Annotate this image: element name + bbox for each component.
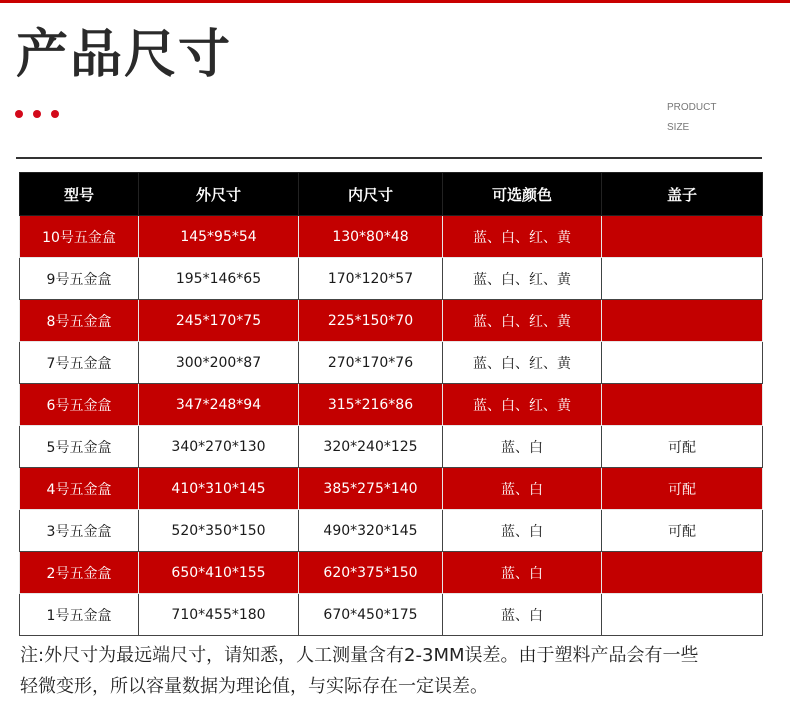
- cell-inner-size: 385*275*140: [299, 468, 443, 510]
- cell-outer-size: 710*455*180: [139, 594, 299, 636]
- table-row: [20, 468, 763, 510]
- table-row: [20, 216, 763, 258]
- cell-colors: 蓝、白、红、黄: [443, 384, 602, 426]
- table-header-row: [20, 173, 763, 216]
- cell-model: 9号五金盒: [20, 258, 139, 300]
- cell-lid: [602, 258, 763, 300]
- subtitle-line-size: SIZE: [667, 122, 690, 133]
- cell-lid: [602, 552, 763, 594]
- cell-inner-size: 225*150*70: [299, 300, 443, 342]
- dot-icon: [51, 110, 59, 118]
- cell-model: 4号五金盒: [20, 468, 139, 510]
- table-row: [20, 552, 763, 594]
- cell-outer-size: 340*270*130: [139, 426, 299, 468]
- table-row: [20, 426, 763, 468]
- cell-lid: [602, 300, 763, 342]
- cell-model: 8号五金盒: [20, 300, 139, 342]
- table-row: [20, 258, 763, 300]
- cell-inner-size: 130*80*48: [299, 216, 443, 258]
- cell-outer-size: 520*350*150: [139, 510, 299, 552]
- cell-outer-size: 245*170*75: [139, 300, 299, 342]
- cell-inner-size: 620*375*150: [299, 552, 443, 594]
- decorative-dots: [15, 110, 59, 118]
- cell-outer-size: 195*146*65: [139, 258, 299, 300]
- cell-model: 2号五金盒: [20, 552, 139, 594]
- cell-model: 5号五金盒: [20, 426, 139, 468]
- cell-colors: 蓝、白: [443, 552, 602, 594]
- cell-model: 3号五金盒: [20, 510, 139, 552]
- cell-outer-size: 145*95*54: [139, 216, 299, 258]
- cell-colors: 蓝、白、红、黄: [443, 216, 602, 258]
- table-row: [20, 594, 763, 636]
- cell-lid: 可配: [602, 426, 763, 468]
- section-subtitle: [667, 98, 716, 138]
- dot-icon: [33, 110, 41, 118]
- cell-outer-size: 300*200*87: [139, 342, 299, 384]
- cell-lid: [602, 384, 763, 426]
- page-title: 产品尺寸: [16, 25, 233, 85]
- cell-inner-size: 490*320*145: [299, 510, 443, 552]
- cell-colors: 蓝、白: [443, 594, 602, 636]
- column-header-lid: 盖子: [602, 173, 763, 216]
- column-header-model: 型号: [20, 173, 139, 216]
- column-header-outer-size: 外尺寸: [139, 173, 299, 216]
- header-divider: [16, 157, 762, 159]
- cell-lid: [602, 216, 763, 258]
- table-row: [20, 342, 763, 384]
- subtitle-line-product: PRODUCT: [667, 102, 717, 113]
- table-row: [20, 510, 763, 552]
- column-header-inner-size: 内尺寸: [299, 173, 443, 216]
- cell-outer-size: 347*248*94: [139, 384, 299, 426]
- footnote: [20, 640, 770, 702]
- top-accent-rule: [0, 0, 790, 3]
- footnote-line-1: 注:外尺寸为最远端尺寸，请知悉，人工测量含有2-3MM误差。由于塑料产品会有一些: [20, 645, 699, 666]
- cell-lid: [602, 594, 763, 636]
- cell-colors: 蓝、白: [443, 468, 602, 510]
- column-header-colors: 可选颜色: [443, 173, 602, 216]
- cell-inner-size: 170*120*57: [299, 258, 443, 300]
- cell-inner-size: 270*170*76: [299, 342, 443, 384]
- cell-outer-size: 650*410*155: [139, 552, 299, 594]
- footnote-line-2: 轻微变形，所以容量数据为理论值，与实际存在一定误差。: [20, 676, 488, 697]
- cell-outer-size: 410*310*145: [139, 468, 299, 510]
- cell-model: 7号五金盒: [20, 342, 139, 384]
- cell-model: 10号五金盒: [20, 216, 139, 258]
- cell-lid: 可配: [602, 468, 763, 510]
- table-row: [20, 300, 763, 342]
- cell-colors: 蓝、白、红、黄: [443, 300, 602, 342]
- cell-inner-size: 320*240*125: [299, 426, 443, 468]
- cell-inner-size: 670*450*175: [299, 594, 443, 636]
- cell-lid: [602, 342, 763, 384]
- size-table: [19, 172, 763, 636]
- cell-colors: 蓝、白: [443, 426, 602, 468]
- cell-colors: 蓝、白、红、黄: [443, 258, 602, 300]
- cell-colors: 蓝、白、红、黄: [443, 342, 602, 384]
- cell-lid: 可配: [602, 510, 763, 552]
- dot-icon: [15, 110, 23, 118]
- cell-inner-size: 315*216*86: [299, 384, 443, 426]
- cell-model: 6号五金盒: [20, 384, 139, 426]
- cell-colors: 蓝、白: [443, 510, 602, 552]
- table-row: [20, 384, 763, 426]
- cell-model: 1号五金盒: [20, 594, 139, 636]
